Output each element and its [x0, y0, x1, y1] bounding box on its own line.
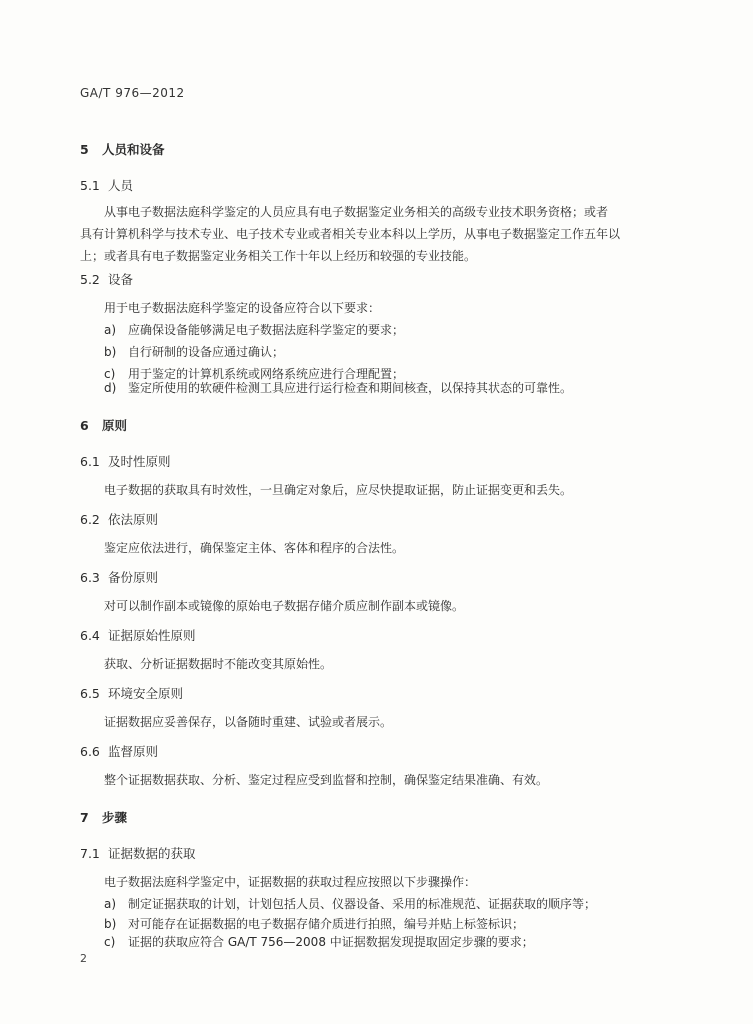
section-number: 6: [80, 418, 89, 433]
section-title: 步骤: [102, 810, 128, 825]
list-item: [104, 916, 524, 932]
list-item-label: d): [104, 381, 117, 395]
list-item-text: 鉴定所使用的软硬件检测工具应进行运行检查和期间核查，以保持其状态的可靠性。: [128, 381, 573, 395]
section-6-6-heading: [80, 744, 158, 760]
paragraph-line: 整个证据数据获取、分析、鉴定过程应受到监督和控制，确保鉴定结果准确、有效。: [104, 773, 549, 787]
section-number: 6.2: [80, 512, 100, 527]
section-title: 备份原则: [108, 570, 159, 585]
list-item: [104, 934, 534, 950]
section-number: 6.5: [80, 686, 100, 701]
list-item-text: 制定证据获取的计划，计划包括人员、仪器设备、采用的标准规范、证据获取的顺序等；: [128, 897, 597, 911]
paragraph-line: 上；或者具有电子数据鉴定业务相关工作十年以上经历和较强的专业技能。: [80, 249, 477, 263]
standard-header: GA/T 976—2012: [80, 86, 185, 100]
section-5-1-heading: [80, 178, 133, 194]
list-item-label: c): [104, 367, 116, 381]
section-6-1-heading: [80, 454, 171, 470]
paragraph-line: 具有计算机科学与技术专业、电子技术专业或者相关专业本科以上学历，从事电子数据鉴定工作五年以: [80, 227, 621, 241]
section-6-3-heading: [80, 570, 158, 586]
section-number: 7.1: [80, 846, 100, 861]
section-title: 监督原则: [108, 744, 159, 759]
paragraph-line: 证据数据应妥善保存，以备随时重建、试验或者展示。: [104, 715, 393, 729]
list-item-text: 证据的获取应符合 GA/T 756—2008 中证据数据发现提取固定步骤的要求；: [128, 935, 534, 949]
section-title: 设备: [108, 272, 134, 287]
section-title: 人员: [108, 178, 134, 193]
list-item-label: b): [104, 917, 117, 931]
list-item-text: 自行研制的设备应通过确认；: [128, 345, 285, 359]
list-item-text: 对可能存在证据数据的电子数据存储介质进行拍照，编号并贴上标签标识；: [128, 917, 525, 931]
section-6-2-heading: [80, 512, 158, 528]
paragraph-line: 电子数据的获取具有时效性，一旦确定对象后，应尽快提取证据，防止证据变更和丢失。: [104, 483, 573, 497]
list-item-label: a): [104, 323, 117, 337]
list-item-text: 用于鉴定的计算机系统或网络系统应进行合理配置；: [128, 367, 405, 381]
section-number: 5: [80, 142, 89, 157]
section-title: 证据数据的获取: [108, 846, 196, 861]
section-title: 证据原始性原则: [108, 628, 196, 643]
section-number: 6.3: [80, 570, 100, 585]
paragraph-line: 鉴定应依法进行，确保鉴定主体、客体和程序的合法性。: [104, 541, 405, 555]
section-number: 6.4: [80, 628, 100, 643]
list-item: [104, 322, 404, 338]
section-title: 依法原则: [108, 512, 159, 527]
list-item: [104, 344, 284, 360]
section-6-heading: [80, 418, 127, 434]
section-7-1-heading: [80, 846, 196, 862]
section-6-4-heading: [80, 628, 196, 644]
list-item-label: b): [104, 345, 117, 359]
section-number: 5.2: [80, 272, 100, 287]
section-number: 6.1: [80, 454, 100, 469]
section-number: 6.6: [80, 744, 100, 759]
paragraph-line: 用于电子数据法庭科学鉴定的设备应符合以下要求：: [104, 301, 381, 315]
section-6-5-heading: [80, 686, 183, 702]
list-item-label: c): [104, 935, 116, 949]
section-7-heading: [80, 810, 127, 826]
section-number: 5.1: [80, 178, 100, 193]
paragraph-line: 获取、分析证据数据时不能改变其原始性。: [104, 657, 333, 671]
section-5-heading: [80, 142, 165, 158]
list-item: [104, 896, 596, 912]
section-5-2-heading: [80, 272, 133, 288]
list-item: [104, 380, 572, 396]
page-number: 2: [80, 952, 87, 965]
list-item-text: 应确保设备能够满足电子数据法庭科学鉴定的要求；: [128, 323, 405, 337]
paragraph-line: 对可以制作副本或镜像的原始电子数据存储介质应制作副本或镜像。: [104, 599, 465, 613]
section-number: 7: [80, 810, 89, 825]
section-title: 环境安全原则: [108, 686, 184, 701]
section-title: 人员和设备: [102, 142, 165, 157]
section-title: 及时性原则: [108, 454, 171, 469]
paragraph-line: 从事电子数据法庭科学鉴定的人员应具有电子数据鉴定业务相关的高级专业技术职务资格；或者: [104, 205, 609, 219]
list-item-label: a): [104, 897, 117, 911]
section-title: 原则: [102, 418, 128, 433]
paragraph-line: 电子数据法庭科学鉴定中，证据数据的获取过程应按照以下步骤操作：: [104, 875, 477, 889]
